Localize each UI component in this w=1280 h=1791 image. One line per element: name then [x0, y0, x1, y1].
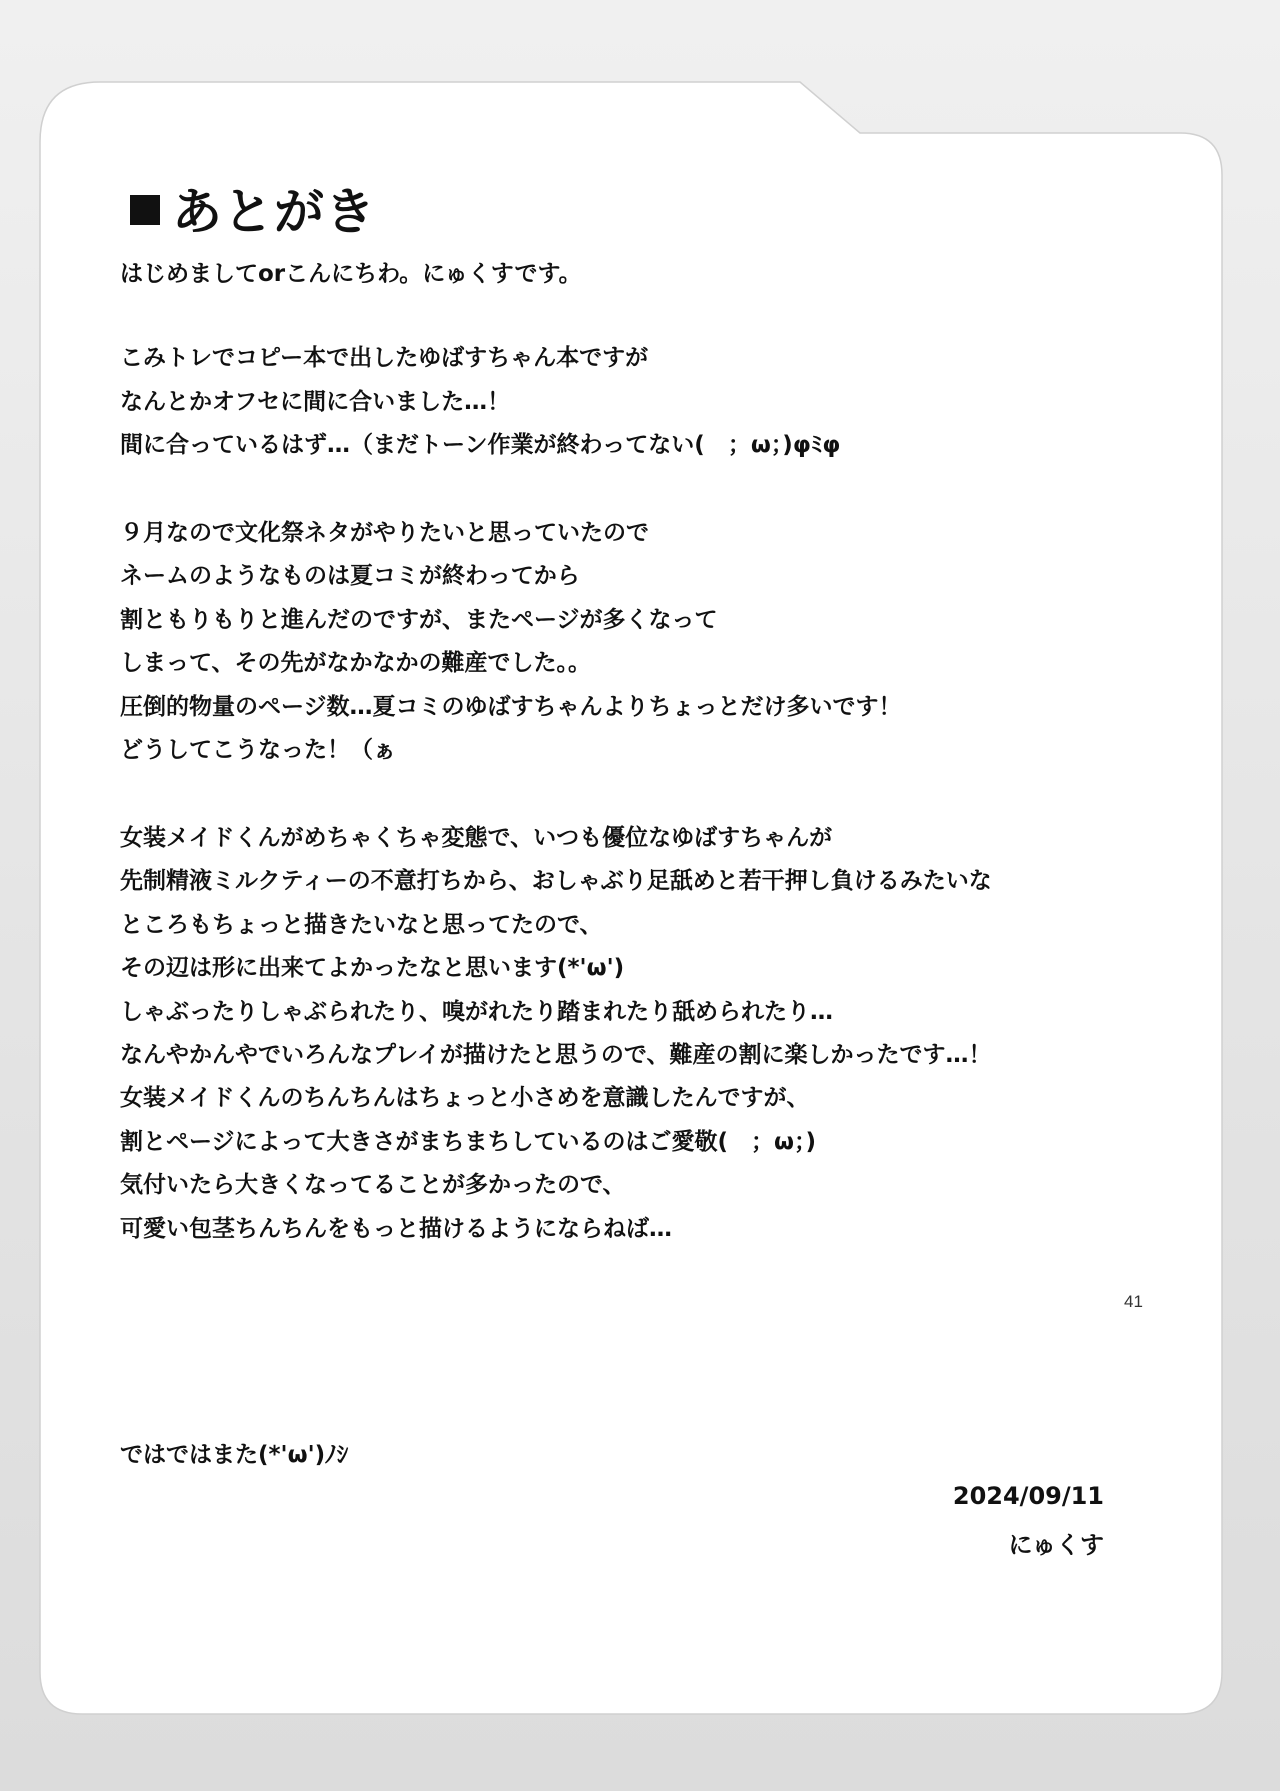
text-line: 女装メイドくんがめちゃくちゃ変態で、いつも優位なゆばすちゃんが — [120, 825, 833, 851]
text-line: 割ともりもりと進んだのですが、またページが多くなって — [120, 607, 718, 633]
text-line: その辺は形に出来てよかったなと思います(*'ω') — [120, 955, 625, 981]
page-heading — [130, 172, 376, 244]
heading-text: あとがき — [172, 183, 376, 241]
text-line: しゃぶったりしゃぶられたり、嗅がれたり踏まれたり舐められたり… — [120, 999, 833, 1025]
text-line: 圧倒的物量のページ数…夏コミのゆばすちゃんよりちょっとだけ多いです！ — [120, 694, 902, 720]
text-line: こみトレでコピー本で出したゆばすちゃん本ですが — [120, 345, 649, 371]
text-line: ９月なので文化祭ネタがやりたいと思っていたので — [120, 520, 649, 546]
text-line: ネームのようなものは夏コミが終わってから — [120, 563, 580, 589]
closing-line: ではではまた(*'ω')ﾉｼ — [120, 1442, 349, 1468]
text-line: 気付いたら大きくなってることが多かったので、 — [120, 1172, 626, 1198]
text-line: 割とページによって大きさがまちまちしているのはご愛敬( ；ω；) — [120, 1129, 817, 1155]
square-bullet-icon — [130, 195, 160, 225]
text-line: ところもちょっと描きたいなと思ってたので、 — [120, 912, 603, 938]
text-line: 女装メイドくんのちんちんはちょっと小さめを意識したんですが、 — [120, 1085, 810, 1111]
text-line: なんやかんやでいろんなプレイが描けたと思うので、難産の割に楽しかったです…！ — [120, 1042, 992, 1068]
page-number: 41 — [1124, 1292, 1143, 1311]
signature-date: 2024/09/11 — [952, 1482, 1104, 1510]
text-line: 先制精液ミルクティーの不意打ちから、おしゃぶり足舐めと若干押し負けるみたいな — [120, 868, 992, 894]
signature-author: にゅくす — [1008, 1531, 1104, 1559]
text-line: しまって、その先がなかなかの難産でした。。 — [120, 650, 592, 676]
text-line: 間に合っているはず…（まだトーン作業が終わってない( ；ω；)φﾐφ — [120, 432, 841, 458]
text-line: どうしてこうなった！（ぁ — [120, 737, 396, 763]
text-line: 可愛い包茎ちんちんをもっと描けるようにならねば… — [120, 1216, 672, 1242]
text-line: なんとかオフセに間に合いました…！ — [120, 389, 511, 415]
text-line: はじめましてorこんにちわ。にゅくすです。 — [120, 261, 582, 287]
